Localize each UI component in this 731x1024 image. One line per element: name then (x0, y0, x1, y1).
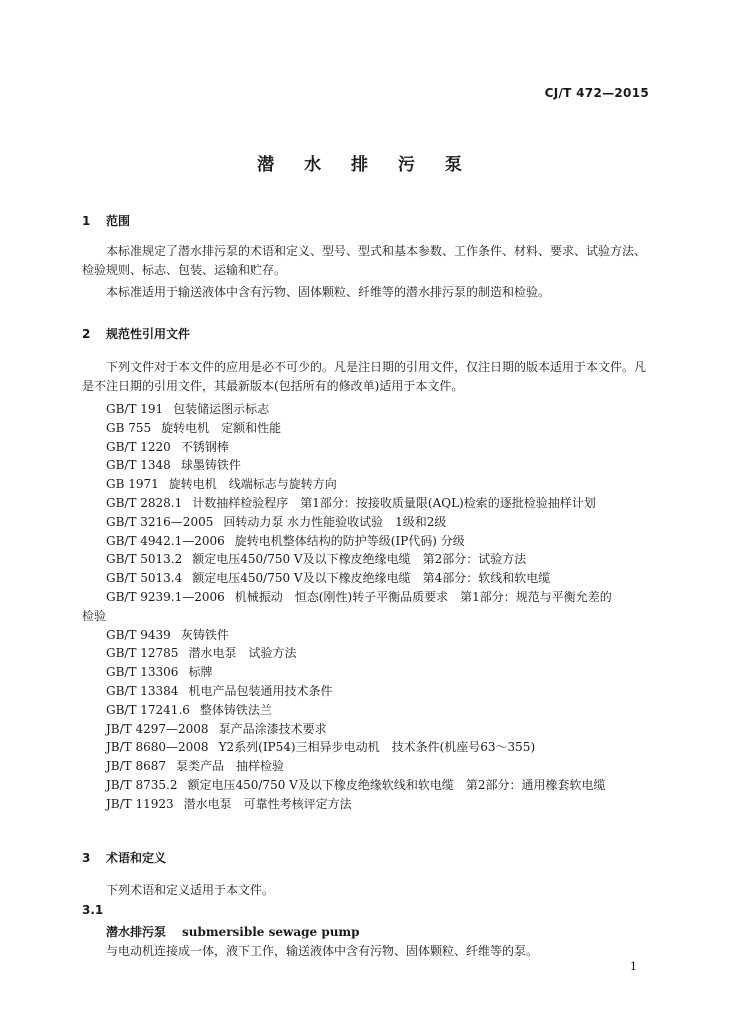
section-number: 1 (82, 214, 91, 228)
section-title: 术语和定义 (106, 851, 167, 865)
scope-paragraph-1: 本标准规定了潜水排污泵的术语和定义、型号、型式和基本参数、工作条件、材料、要求、试验方法、检验规则、标志、包装、运输和贮存。 (82, 244, 647, 277)
term-definition: 与电动机连接成一体，液下工作，输送液体中含有污物、固体颗粒、纤维等的泵。 (106, 944, 539, 958)
reference-item (82, 588, 657, 607)
reference-code: GB 1971 (106, 477, 159, 492)
reference-title: 旋转电机整体结构的防护等级(IP代码) 分级 (234, 533, 465, 548)
term-entry (106, 923, 360, 940)
reference-title: 包装储运图示标志 (173, 402, 270, 416)
reference-title: 回转动力泵 水力性能验收试验 1级和2级 (223, 514, 447, 529)
reference-code: GB/T 4942.1—2006 (106, 533, 225, 548)
reference-item (82, 682, 657, 701)
reference-code: GB/T 13306 (106, 665, 179, 680)
reference-item (82, 795, 657, 814)
reference-item (82, 644, 657, 663)
section-heading-normative-references (82, 325, 190, 342)
reference-item (82, 757, 657, 776)
reference-code: GB/T 191 (106, 402, 164, 416)
reference-code: JB/T 8680—2008 (106, 740, 209, 755)
reference-code: GB/T 9239.1—2006 (106, 589, 225, 604)
reference-item (82, 456, 657, 475)
reference-item (82, 626, 657, 645)
reference-item (82, 419, 657, 438)
reference-item (82, 475, 657, 494)
reference-item (82, 701, 657, 720)
standard-code: CJ/T 472—2015 (544, 86, 649, 100)
reference-title: 潜水电泵 试验方法 (188, 646, 297, 661)
reference-title: 泵产品涂漆技术要求 (218, 721, 327, 736)
reference-item (82, 494, 657, 513)
term-chinese: 潜水排污泵 (106, 925, 167, 939)
reference-item (82, 438, 657, 457)
reference-title: 整体铸铁法兰 (199, 702, 272, 717)
reference-item-continuation: 检验 (82, 608, 107, 623)
reference-code: GB/T 17241.6 (106, 702, 190, 717)
reference-title: 标牌 (188, 665, 213, 680)
reference-title: 计数抽样检验程序 第1部分：按接收质量限(AQL)检索的逐批检验抽样计划 (192, 495, 596, 510)
reference-item (82, 532, 657, 551)
reference-code: JB/T 8735.2 (106, 777, 178, 792)
reference-code: GB 755 (106, 420, 152, 435)
reference-title: 额定电压450/750 V及以下橡皮绝缘电缆 第2部分：试验方法 (192, 552, 527, 567)
reference-code: GB/T 5013.4 (106, 571, 183, 586)
section-number: 3 (82, 851, 91, 865)
terms-intro: 下列术语和定义适用于本文件。 (106, 883, 275, 897)
reference-item (82, 550, 657, 569)
reference-code: JB/T 8687 (106, 759, 167, 774)
reference-title: 旋转电机 定额和性能 (161, 420, 282, 435)
reference-item (82, 513, 657, 532)
page-number: 1 (630, 960, 637, 973)
section-heading-scope (82, 212, 130, 229)
reference-item (82, 400, 657, 419)
reference-title: 不锈钢棒 (180, 439, 229, 454)
reference-title: 机械振动 恒态(刚性)转子平衡品质要求 第1部分：规范与平衡允差的 (234, 589, 612, 604)
reference-code: JB/T 4297—2008 (106, 721, 209, 736)
reference-title: 球墨铸铁件 (180, 458, 241, 473)
scope-paragraph-2: 本标准适用于输送液体中含有污物、固体颗粒、纤维等的潜水排污泵的制造和检验。 (106, 285, 551, 299)
reference-code: GB/T 2828.1 (106, 495, 183, 510)
reference-title: 旋转电机 线端标志与旋转方向 (168, 477, 337, 492)
reference-title: 机电产品包装通用技术条件 (188, 683, 333, 698)
reference-title: 泵类产品 抽样检验 (176, 759, 285, 774)
reference-item (82, 663, 657, 682)
term-number: 3.1 (82, 903, 104, 917)
reference-code: JB/T 11923 (106, 796, 174, 811)
reference-item (82, 720, 657, 739)
reference-code: GB/T 1348 (106, 458, 171, 473)
document-title: 潜 水 排 污 泵 (257, 155, 474, 175)
reference-title: Y2系列(IP54)三相异步电动机 技术条件(机座号63～355) (218, 740, 536, 755)
reference-code: GB/T 5013.2 (106, 552, 183, 567)
reference-title: 灰铸铁件 (180, 627, 229, 642)
reference-title: 额定电压450/750 V及以下橡皮绝缘电缆 第4部分：软线和软电缆 (192, 571, 551, 586)
reference-code: GB/T 12785 (106, 646, 179, 661)
reference-code: GB/T 13384 (106, 683, 179, 698)
references-intro: 下列文件对于本文件的应用是必不可少的。凡是注日期的引用文件，仅注日期的版本适用于本文件。凡是不注日期的引用文件，其最新版本(包括所有的修改单)适用于本文件。 (82, 360, 647, 393)
reference-item (82, 776, 657, 795)
reference-code: GB/T 9439 (106, 627, 171, 642)
reference-code: GB/T 3216—2005 (106, 514, 214, 529)
reference-item (82, 738, 657, 757)
reference-title: 潜水电泵 可靠性考核评定方法 (183, 796, 352, 811)
section-number: 2 (82, 327, 91, 341)
reference-code: GB/T 1220 (106, 439, 171, 454)
reference-item (82, 569, 657, 588)
reference-title: 额定电压450/750 V及以下橡皮绝缘软线和软电缆 第2部分：通用橡套软电缆 (187, 777, 606, 792)
section-title: 规范性引用文件 (106, 327, 191, 341)
section-heading-terms (82, 849, 166, 866)
reference-list (82, 400, 657, 814)
section-title: 范围 (106, 214, 131, 228)
term-english: submersible sewage pump (182, 925, 360, 939)
